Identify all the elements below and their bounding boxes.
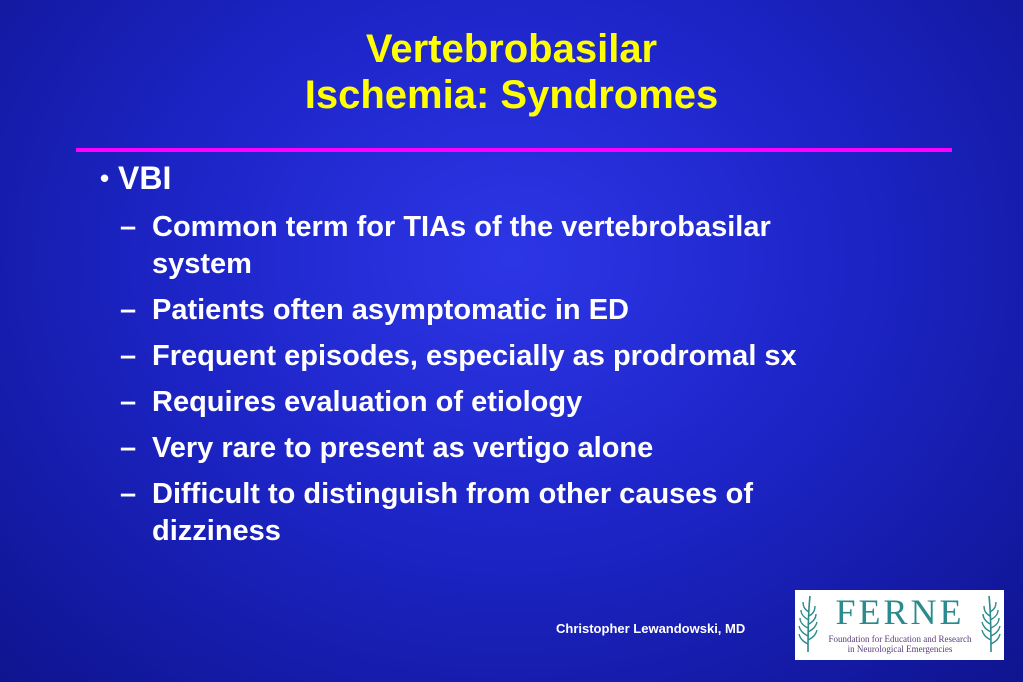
main-bullet-text: VBI xyxy=(118,160,172,196)
bullet-icon: • xyxy=(100,163,110,193)
sub-bullet xyxy=(100,430,980,467)
author-footer: Christopher Lewandowski, MD xyxy=(556,621,746,636)
sub-bullet-text: Patients often asymptomatic in ED xyxy=(152,294,629,326)
title-line-1: Vertebrobasilar xyxy=(365,27,658,71)
dash-icon: – xyxy=(120,432,137,464)
logo-wordmark: FERNE xyxy=(835,592,965,632)
slide-title xyxy=(0,26,1023,118)
dash-icon: – xyxy=(120,211,137,243)
logo-subtitle-line-1: Foundation for Education and Research xyxy=(828,634,972,644)
sub-bullet-text: Requires evaluation of etiology xyxy=(152,386,583,418)
dash-icon: – xyxy=(120,340,137,372)
logo-subtitle-line-2: in Neurological Emergencies xyxy=(847,644,953,654)
sub-bullet xyxy=(100,292,980,329)
fern-leaf-icon xyxy=(981,594,1001,654)
sub-bullet xyxy=(100,476,980,550)
sub-bullet-text: Common term for TIAs of the vertebrobasilar xyxy=(152,211,771,243)
sub-bullet xyxy=(100,384,980,421)
ferne-logo xyxy=(795,590,1004,660)
title-line-2: Ischemia: Syndromes xyxy=(304,73,719,117)
sub-bullet-text: Difficult to distinguish from other causes of xyxy=(152,478,753,510)
main-bullet xyxy=(100,156,980,200)
title-divider xyxy=(76,148,952,152)
dash-icon: – xyxy=(120,478,137,510)
dash-icon: – xyxy=(120,294,137,326)
sub-bullet xyxy=(100,209,980,283)
bullet-list xyxy=(100,156,980,550)
sub-bullet-text: Very rare to present as vertigo alone xyxy=(152,432,654,464)
sub-bullet-text-continued: system xyxy=(152,248,252,280)
sub-bullet-text: Frequent episodes, especially as prodromal sx xyxy=(152,340,797,372)
sub-bullet xyxy=(100,338,980,375)
dash-icon: – xyxy=(120,386,137,418)
sub-bullet-text-continued: dizziness xyxy=(152,515,281,547)
